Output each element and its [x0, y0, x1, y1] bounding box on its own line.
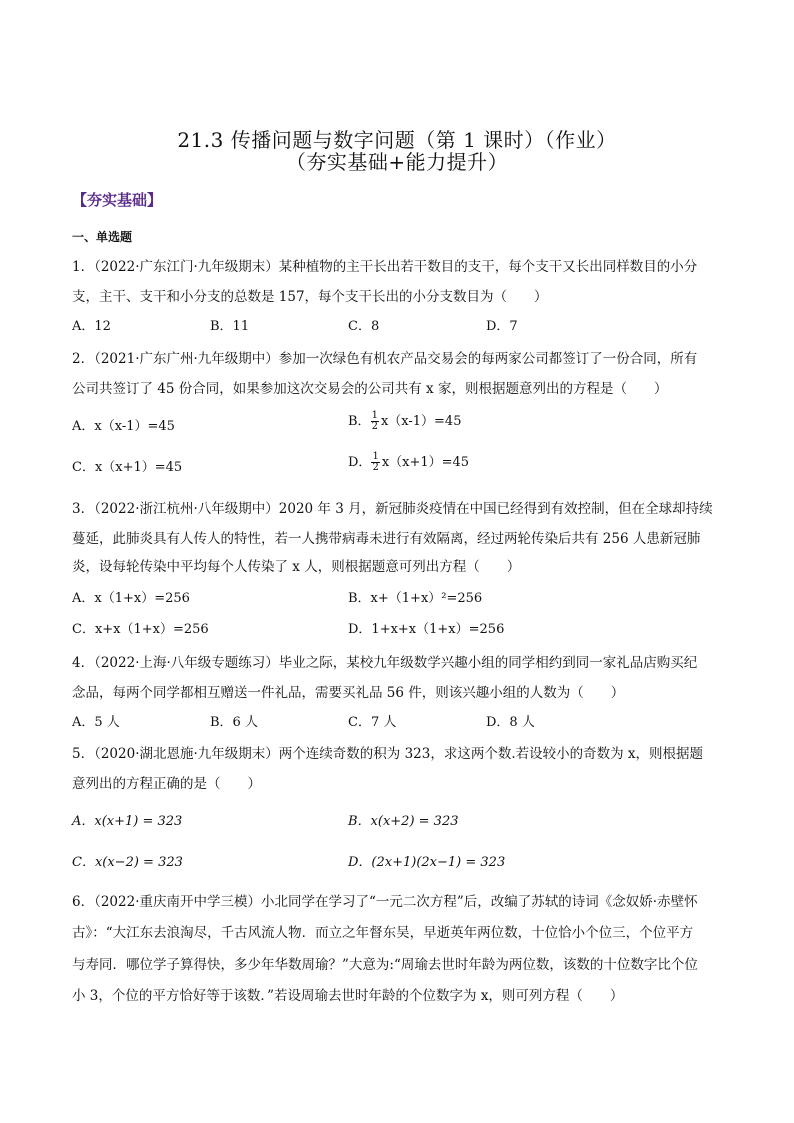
question-1-line-2: 支，主干、支干和小分支的总数是 157，每个支干长出的小分支数目为（ ） — [72, 289, 548, 305]
option-a: A．5 人 — [72, 715, 120, 730]
option-c: C．x（x+1）=45 — [72, 460, 183, 475]
fraction-numerator: 1 — [372, 451, 379, 462]
question-3-line-3: 炎，设每轮传染中平均每个人传染了 x 人，则根据题意可列出方程（ ） — [72, 559, 521, 575]
document-subtitle: （夯实基础+能力提升） — [285, 150, 509, 174]
fraction — [371, 452, 379, 473]
option-a: A．x(x+1) = 323 — [72, 814, 183, 829]
question-6-line-3: 与寿同．哪位学子算得快，多少年华数周瑜？”大意为:“周瑜去世时年龄为两位数，该数的十位数字比个位 — [72, 957, 698, 973]
option-d: D．7 — [486, 319, 518, 334]
option-c: C．7 人 — [348, 715, 397, 730]
fraction-denominator: 2 — [372, 462, 379, 473]
option-b — [348, 410, 461, 432]
option-label: D． — [348, 455, 372, 470]
question-5-line-1: 5．（2020·湖北恩施·九年级期末）两个连续奇数的积为 323，求这两个数.若设较小的奇数为 x，则根据题 — [72, 746, 704, 762]
option-expression: x（x+1）=45 — [381, 455, 470, 470]
option-c: C．x(x−2) = 323 — [72, 855, 183, 870]
option-a: A．x（x-1）=45 — [72, 419, 175, 434]
question-1-line-1: 1．（2022·广东江门·九年级期末）某种植物的主干长出若干数目的支干，每个支干又长出同样数目的小分 — [72, 259, 698, 275]
option-b: B．6 人 — [210, 715, 258, 730]
option-b: B．x(x+2) = 323 — [348, 814, 459, 829]
fraction-numerator: 1 — [371, 410, 378, 421]
document-title: 21.3 传播问题与数字问题（第 1 课时）（作业） — [177, 128, 617, 152]
question-4-line-1: 4．（2022·上海·八年级专题练习）毕业之际，某校九年级数学兴趣小组的同学相约到同一家礼品店购买纪 — [72, 655, 698, 671]
option-d: D．1+x+x（1+x）=256 — [348, 622, 505, 637]
option-d: D．8 人 — [486, 715, 535, 730]
option-b: B．x+（1+x）²=256 — [348, 591, 483, 606]
question-3-line-2: 蔓延，此肺炎具有人传人的特性，若一人携带病毒未进行有效隔离，经过两轮传染后共有 256 人患新冠肺 — [72, 531, 701, 547]
question-4-line-2: 念品，每两个同学都相互赠送一件礼品，需要买礼品 56 件，则该兴趣小组的人数为（ ） — [72, 685, 625, 701]
option-d — [348, 451, 469, 473]
option-expression: x（x-1）=45 — [380, 414, 462, 429]
option-b: B．11 — [210, 319, 250, 334]
option-d: D．(2x+1)(2x−1) = 323 — [348, 855, 506, 870]
option-label: B． — [348, 414, 371, 429]
question-6-line-1: 6．（2022·重庆南开中学三模）小北同学在学习了“一元二次方程”后，改编了苏轼的诗词《念奴娇·赤壁怀 — [72, 894, 698, 910]
option-a: A．x（1+x）=256 — [72, 591, 190, 606]
question-6-line-4: 小 3，个位的平方恰好等于该数．”若设周瑜去世时年龄的个位数字为 x，则可列方程（ ） — [72, 988, 624, 1004]
fraction — [371, 411, 379, 432]
question-5-line-2: 意列出的方程正确的是（ ） — [72, 776, 261, 792]
question-2-line-1: 2．（2021·广东广州·九年级期中）参加一次绿色有机农产品交易会的每两家公司都签订了一份合同，所有 — [72, 351, 698, 367]
question-6-line-2: 古》：“大江东去浪淘尽，千古风流人物．而立之年督东吴，早逝英年两位数，十位恰小个位三，个位平方 — [72, 925, 694, 941]
option-c: C．x+x（1+x）=256 — [72, 622, 209, 637]
part-heading: 一、单选题 — [72, 230, 133, 244]
question-2-line-2: 公司共签订了 45 份合同，如果参加这次交易会的公司共有 x 家，则根据题意列出的方程是（ ） — [72, 381, 668, 397]
option-a: A．12 — [72, 319, 111, 334]
option-c: C．8 — [348, 319, 380, 334]
section-tag: 【夯实基础】 — [72, 191, 163, 209]
fraction-denominator: 2 — [371, 421, 378, 432]
question-3-line-1: 3．（2022·浙江杭州·八年级期中）2020 年 3 月，新冠肺炎疫情在中国已经得到有效控制，但在全球却持续 — [72, 501, 713, 517]
